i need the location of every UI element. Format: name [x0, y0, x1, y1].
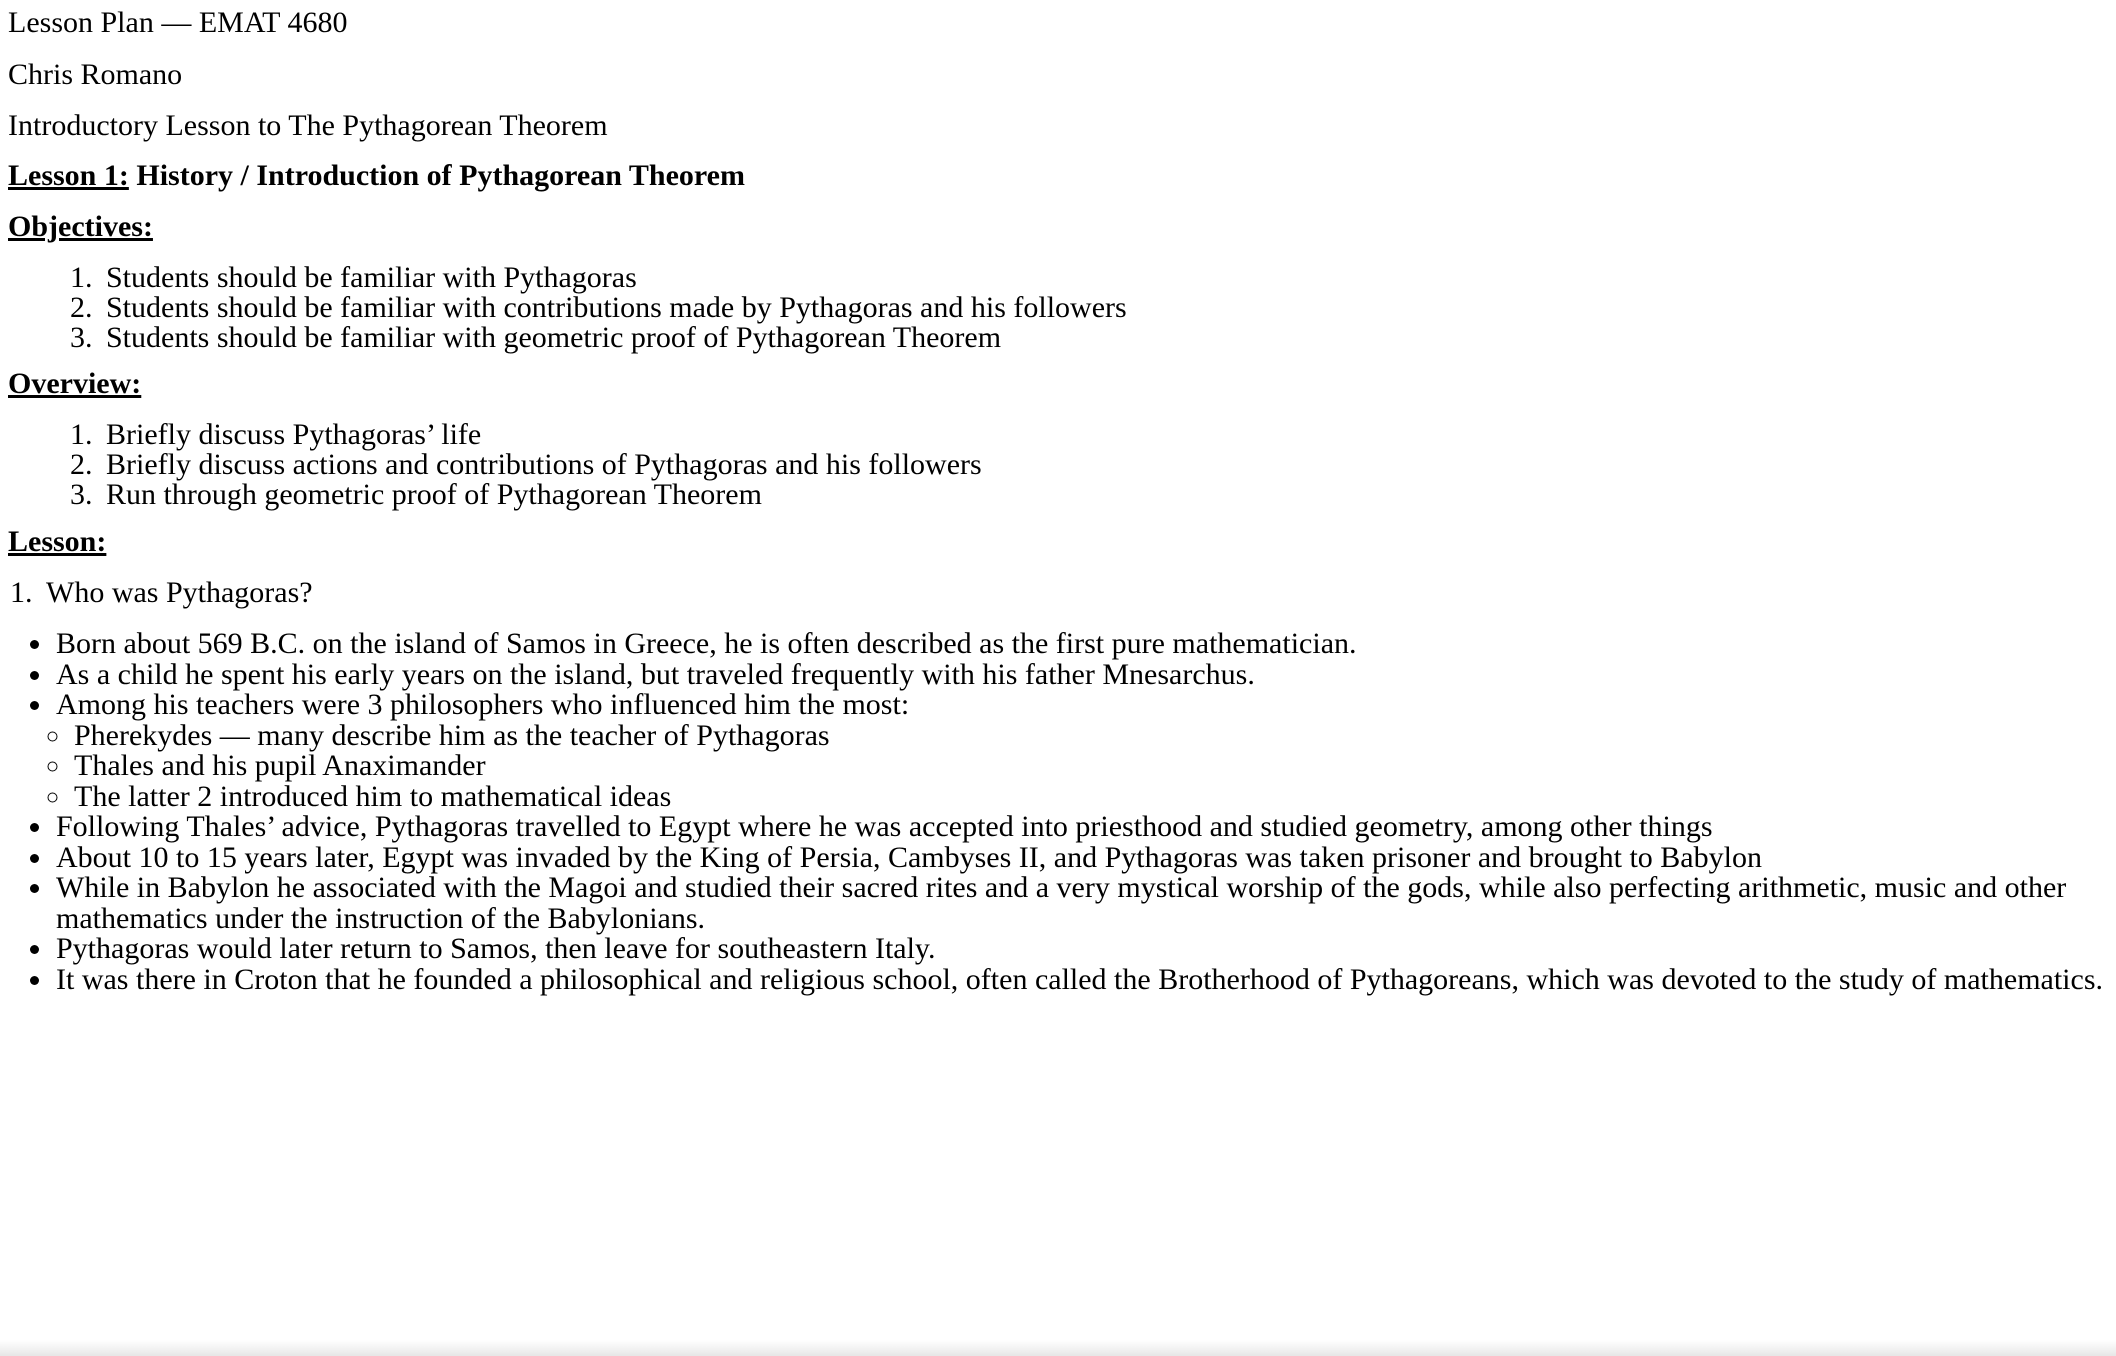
- lesson-heading: Lesson:: [8, 525, 107, 558]
- document-author: Chris Romano: [8, 58, 183, 91]
- page-bottom-edge: [0, 1340, 2116, 1356]
- objectives-heading: Objectives:: [8, 210, 153, 243]
- list-item: • Pythagoras would later return to Samos, then leave for southeastern Italy.: [54, 934, 2108, 965]
- list-item: ◦ Pherekydes — many describe him as the teacher of Pythagoras: [72, 721, 2108, 752]
- list-item: • Following Thales’ advice, Pythagoras travelled to Egypt where he was accepted into priesthood and studied geometry, among other things: [54, 812, 2108, 843]
- list-item: • Born about 569 B.C. on the island of Samos in Greece, he is often described as the first pure mathematician.: [54, 629, 2108, 660]
- list-item: • While in Babylon he associated with the Magoi and studied their sacred rites and a very mystical worship of the gods, while also perfecting arithmetic, music and other mathematics under the instruction of the Babylonians.: [54, 873, 2108, 934]
- document-title: Lesson Plan — EMAT 4680: [8, 6, 348, 39]
- list-item: 3. Students should be familiar with geometric proof of Pythagorean Theorem: [100, 323, 1127, 353]
- overview-list: [8, 420, 982, 510]
- list-item: 3. Run through geometric proof of Pythagorean Theorem: [100, 480, 982, 510]
- lesson-1-label: Lesson 1:: [8, 159, 129, 192]
- list-item: 1. Briefly discuss Pythagoras’ life: [100, 420, 982, 450]
- lesson-1-heading: [8, 161, 745, 191]
- list-item: 2. Briefly discuss actions and contributions of Pythagoras and his followers: [100, 450, 982, 480]
- lesson-1-title: History / Introduction of Pythagorean Theorem: [128, 159, 745, 192]
- list-item: 2. Students should be familiar with contributions made by Pythagoras and his followers: [100, 293, 1127, 323]
- lesson-bullet-list-continued: [8, 812, 2108, 995]
- list-item: ◦ Thales and his pupil Anaximander: [72, 751, 2108, 782]
- list-item: ◦ The latter 2 introduced him to mathematical ideas: [72, 782, 2108, 813]
- list-item: • It was there in Croton that he founded a philosophical and religious school, often called the Brotherhood of Pythagoreans, which was devoted to the study of mathematics.: [54, 965, 2108, 996]
- list-item: 1. Who was Pythagoras?: [40, 578, 313, 608]
- list-item: • Among his teachers were 3 philosophers who influenced him the most:: [54, 690, 2108, 721]
- lesson-bullet-list: [8, 629, 2108, 721]
- teachers-sub-list: [8, 718, 2108, 813]
- overview-heading: Overview:: [8, 367, 142, 400]
- lesson-question-list: [8, 578, 313, 608]
- document-subtitle: Introductory Lesson to The Pythagorean Theorem: [8, 109, 608, 142]
- list-item: • As a child he spent his early years on the island, but traveled frequently with his father Mnesarchus.: [54, 660, 2108, 691]
- list-item: • About 10 to 15 years later, Egypt was invaded by the King of Persia, Cambyses II, and Pythagoras was taken prisoner and brought to Babylon: [54, 843, 2108, 874]
- lesson-bullet-section: [8, 629, 2108, 995]
- list-item: 1. Students should be familiar with Pythagoras: [100, 263, 1127, 293]
- objectives-list: [8, 263, 1127, 353]
